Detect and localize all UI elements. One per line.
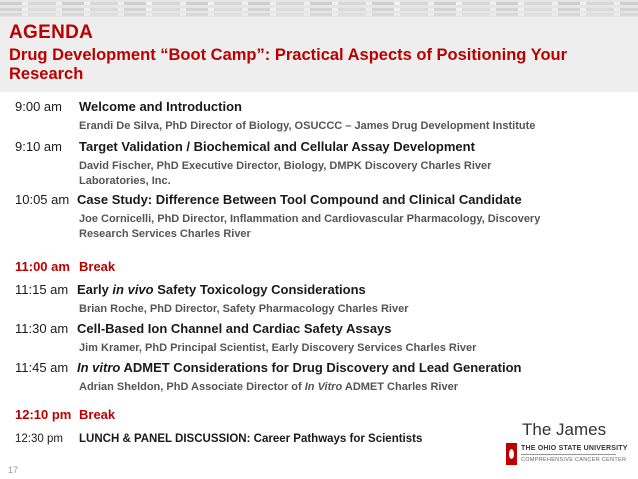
agenda-title: Break (79, 259, 116, 274)
agenda-speaker: Brian Roche, PhD Director, Safety Pharmacology Charles River (79, 303, 409, 315)
agenda-time: 9:10 am (15, 139, 62, 154)
top-decorative-strip (0, 0, 638, 17)
osu-block-o-icon (506, 443, 517, 465)
title-band (0, 17, 638, 92)
logo-divider (521, 454, 616, 455)
page-number: 17 (8, 465, 19, 475)
agenda-speaker: Adrian Sheldon, PhD Associate Director of In Vitro ADMET Charles River (79, 381, 458, 393)
agenda-title: Case Study: Difference Between Tool Compound and Clinical Candidate (77, 192, 522, 207)
logo-name: The James (522, 420, 607, 439)
agenda-time: 10:05 am (15, 192, 70, 207)
agenda-time: 11:15 am (15, 282, 69, 297)
agenda-title: In vitro ADMET Considerations for Drug Discovery and Lead Generation (77, 360, 522, 375)
agenda-title: Early in vivo Safety Toxicology Considerations (77, 282, 366, 297)
agenda-speaker: Jim Kramer, PhD Principal Scientist, Early Discovery Services Charles River (79, 342, 477, 354)
agenda-title: Welcome and Introduction (79, 99, 242, 114)
session-title: Drug Development “Boot Camp”: Practical Aspects of Positioning Your Research (9, 46, 568, 83)
agenda-title: Target Validation / Biochemical and Cellular Assay Development (79, 139, 475, 154)
agenda-speaker: David Fischer, PhD Executive Director, Biology, DMPK Discovery Charles River Laboratories, Inc. (79, 160, 492, 187)
agenda-title: Break (79, 407, 116, 422)
agenda-time: 9:00 am (15, 99, 62, 114)
logo-university: THE OHIO STATE UNIVERSITY (521, 445, 628, 452)
the-james-logo (506, 420, 626, 470)
agenda-title: LUNCH & PANEL DISCUSSION: Career Pathways for Scientists (79, 433, 423, 445)
agenda-speaker: Joe Cornicelli, PhD Director, Inflammation and Cardiovascular Pharmacology, Discovery Research Services Charles River (79, 213, 541, 240)
agenda-speaker: Erandi De Silva, PhD Director of Biology, OSUCCC – James Drug Development Institute (79, 120, 536, 132)
agenda-time: 11:30 am (15, 321, 69, 336)
logo-center: COMPREHENSIVE CANCER CENTER (521, 457, 627, 463)
agenda-heading: AGENDA (9, 22, 94, 43)
agenda-title: Cell-Based Ion Channel and Cardiac Safety Assays (77, 321, 392, 336)
agenda-time: 12:10 pm (15, 407, 72, 422)
agenda-time: 11:45 am (15, 360, 69, 375)
agenda-time: 12:30 pm (15, 433, 63, 445)
agenda-time: 11:00 am (15, 259, 70, 274)
